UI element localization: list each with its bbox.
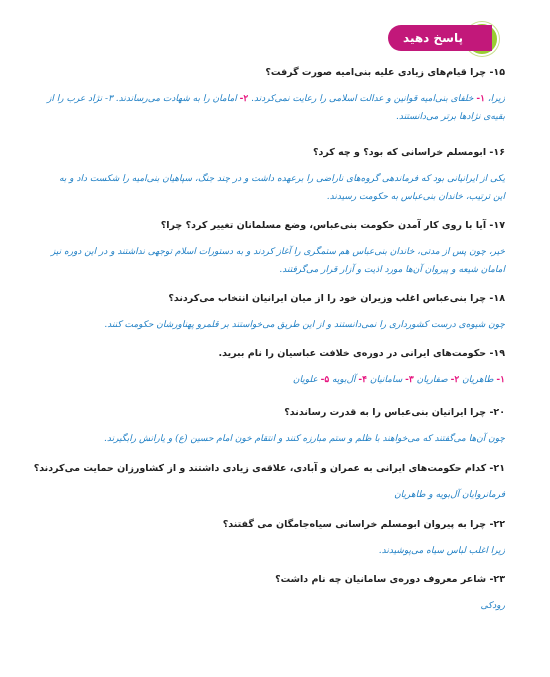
qa-item-21 — [33, 462, 505, 504]
answer-20 — [45, 430, 505, 448]
answer-17 — [45, 243, 505, 279]
answer-text: علویان — [292, 375, 321, 385]
qa-item-17 — [45, 219, 505, 279]
qa-item-16 — [45, 146, 505, 206]
answer-text: زیرا، — [484, 94, 505, 104]
answer-18 — [45, 316, 505, 334]
qa-item-18 — [45, 292, 505, 334]
answer-text: خیر، چون پس از مدتی، خاندان بنی‌عباس هم ستمگری را آغاز کردند و به دستورات اسلام توجهی نداشتند و در این دوره نیز امامان شیعه و پیروان آن‌ها مورد اذیت و آزار قرار می‌گرفتند. — [50, 247, 505, 275]
question-20: ۲۰- چرا ایرانیان بنی‌عباس را به قدرت رساندند؟ — [284, 407, 505, 418]
answer-19 — [45, 371, 505, 389]
answer-21 — [45, 486, 505, 504]
answer-number-marker: ۱- — [496, 375, 505, 385]
answer-number-marker: ۴- — [358, 375, 367, 385]
answer-number-marker: ۳- — [405, 375, 414, 385]
question-19: ۱۹- حکومت‌های ایرانی در دوره‌ی خلافت عباسیان را نام ببرید. — [218, 348, 505, 359]
qa-item-23 — [45, 573, 505, 615]
answer-text: چون آن‌ها می‌گفتند که می‌خواهند با ظلم و ستم مبارزه کنند و انتقام خون امام حسین (ع) و یارانش رابگیرند. — [104, 434, 505, 444]
answer-23 — [45, 597, 505, 615]
question-18: ۱۸- چرا بنی‌عباس اغلب وزیران خود را از میان ایرانیان انتخاب می‌کردند؟ — [168, 293, 505, 304]
qa-item-22 — [45, 518, 505, 560]
answer-text: آل‌بویه — [329, 375, 359, 385]
qa-item-15 — [45, 66, 505, 126]
question-22: ۲۲- چرا به پیروان ابومسلم خراسانی سیاه‌جامگان می گفتند؟ — [222, 519, 505, 530]
answer-15 — [45, 90, 505, 126]
answer-text: فرمانروایان آل‌بویه و طاهریان — [394, 490, 505, 500]
answer-22 — [45, 542, 505, 560]
answer-text: یکی از ایرانیانی بود که فرماندهی گروه‌های ناراضی را برعهده داشت و در چند جنگ، سپاهیان بنی‌امیه را شکست داد و به این ترتیب، خاندان بنی‌عباس به حکومت رسیدند. — [59, 174, 505, 202]
question-16: ۱۶- ابومسلم خراسانی که بود؟ و چه کرد؟ — [313, 147, 505, 158]
question-17: ۱۷- آیا با روی کار آمدن حکومت بنی‌عباس، وضع مسلمانان تغییر کرد؟ چرا؟ — [160, 220, 505, 231]
answer-text: سامانیان — [367, 375, 406, 385]
question-21: ۲۱- کدام حکومت‌های ایرانی به عمران و آبادی، علاقه‌ی زیادی داشتند و از کشاورزان حمایت می‌کردند؟ — [33, 463, 505, 474]
qa-item-19 — [45, 347, 505, 389]
answer-text: طاهریان — [459, 375, 497, 385]
answer-text: صفاریان — [413, 375, 451, 385]
answer-header-badge: پاسخ دهید — [388, 25, 492, 51]
answer-text: زیرا اغلب لباس سیاه می‌پوشیدند. — [378, 546, 505, 556]
answer-number-marker: ۱- — [476, 94, 485, 104]
question-23: ۲۳- شاعر معروف دوره‌ی سامانیان چه نام داشت؟ — [275, 574, 505, 585]
answer-text: خلفای بنی‌امیه قوانین و عدالت اسلامی را رعایت نمی‌کردند. — [248, 94, 477, 104]
answer-16 — [45, 170, 505, 206]
answer-text: امامان را به شهادت می‌رساندند. ۳- نژاد عرب را از بقیه‌ی نژادها برتر می‌دانستند. — [47, 94, 505, 122]
answer-text: رودکی — [480, 601, 505, 611]
answer-text: چون شیوه‌ی درست کشورداری را نمی‌دانستند و از این طریق می‌خواستند بر قلمرو پهناورشان حکومت کنند. — [104, 320, 505, 330]
answer-number-marker: ۵- — [320, 375, 330, 385]
answer-number-marker: ۲- — [450, 375, 460, 385]
qa-item-20 — [45, 406, 505, 448]
question-15: ۱۵- چرا قیام‌های زیادی علیه بنی‌امیه صورت گرفت؟ — [265, 67, 505, 78]
answer-number-marker: ۲- — [239, 94, 249, 104]
